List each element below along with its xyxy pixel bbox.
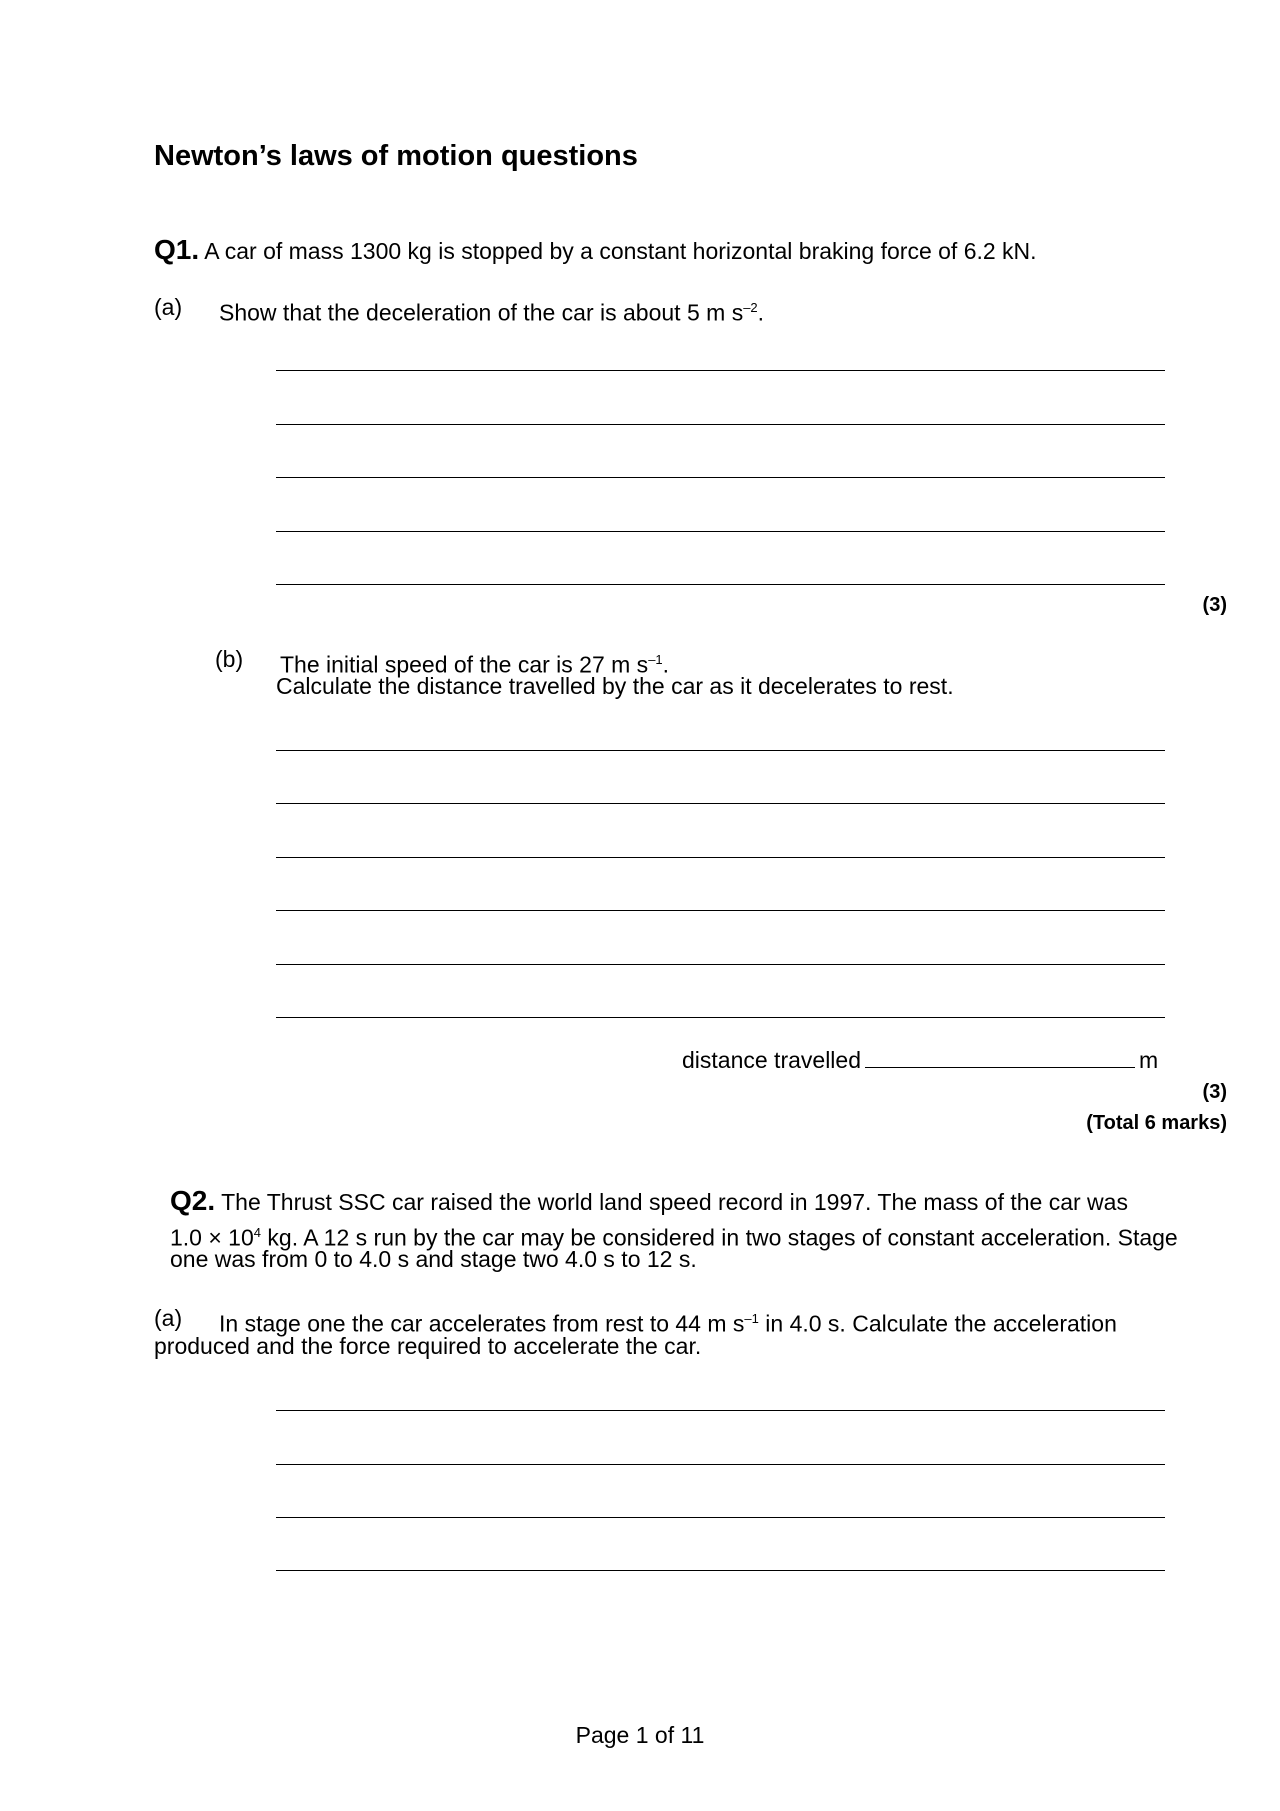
- q1b-answer-line[interactable]: [276, 964, 1165, 965]
- distance-travelled-label: distance travelled: [682, 1047, 861, 1073]
- q2a-line2: produced and the force required to accelerate the car.: [154, 1333, 702, 1359]
- q1b-superscript: –1: [648, 652, 663, 667]
- q1b-text-end: .: [662, 651, 670, 678]
- q1b-answer-line[interactable]: [276, 857, 1165, 858]
- q1a-label: (a): [154, 294, 183, 320]
- q1a-answer-line[interactable]: [276, 531, 1165, 532]
- q1b-answer-line[interactable]: [276, 1017, 1165, 1018]
- q1b-answer-row: [682, 1047, 1158, 1074]
- q2a-answer-line[interactable]: [276, 1517, 1165, 1518]
- q1a-text: Show that the deceleration of the car is about 5 m s: [219, 299, 744, 326]
- distance-unit: m: [1139, 1047, 1159, 1073]
- q1a-marks: (3): [1202, 594, 1227, 616]
- q2a-label: (a): [154, 1305, 183, 1331]
- q2-line2-text-end: kg. A 12 s run by the car may be considered in two stages of constant acceleration. Stage: [261, 1224, 1178, 1251]
- q2-line1-text: The Thrust SSC car raised the world land speed record in 1997. The mass of the car was: [221, 1189, 1128, 1215]
- q2-line1: [170, 1187, 1128, 1216]
- distance-travelled-blank[interactable]: [865, 1047, 1135, 1068]
- q1a-answer-line[interactable]: [276, 424, 1165, 425]
- q2a-answer-line[interactable]: [276, 1570, 1165, 1571]
- page-footer: [0, 1722, 1280, 1749]
- q1a-answer-line[interactable]: [276, 370, 1165, 371]
- q2a-superscript: –1: [744, 1311, 759, 1326]
- q1a-answer-line[interactable]: [276, 477, 1165, 478]
- q1-number: Q1.: [154, 234, 200, 265]
- q1-total-marks: (Total 6 marks): [1086, 1112, 1227, 1134]
- q2-line2-superscript: 4: [253, 1225, 262, 1240]
- q2a-answer-line[interactable]: [276, 1410, 1165, 1411]
- q1a-superscript: –2: [743, 300, 758, 315]
- page-title: Newton’s laws of motion questions: [154, 140, 638, 172]
- q1-stem-text: A car of mass 1300 kg is stopped by a constant horizontal braking force of 6.2 kN.: [204, 238, 1037, 264]
- q1b-answer-line[interactable]: [276, 803, 1165, 804]
- q2a-text-end: in 4.0 s. Calculate the acceleration: [758, 1310, 1117, 1337]
- q2-line2-text: 1.0 × 10: [170, 1224, 254, 1251]
- of-word: of: [654, 1722, 675, 1748]
- q1a-answer-line[interactable]: [276, 584, 1165, 585]
- q1a-text-end: .: [757, 299, 765, 326]
- q1a-prompt: [219, 294, 764, 327]
- q1b-label: (b): [215, 646, 244, 672]
- q2a-answer-line[interactable]: [276, 1464, 1165, 1465]
- q2a-text: In stage one the car accelerates from rest to 44 m s: [219, 1310, 745, 1337]
- q2-line3: one was from 0 to 4.0 s and stage two 4.0 s to 12 s.: [170, 1246, 697, 1272]
- q1b-marks: (3): [1202, 1081, 1227, 1103]
- q1b-answer-line[interactable]: [276, 910, 1165, 911]
- q2-number: Q2.: [170, 1185, 216, 1216]
- page-word: Page: [575, 1722, 630, 1748]
- page-total: 11: [680, 1722, 705, 1748]
- page-current: 1: [635, 1722, 649, 1748]
- q1b-text: The initial speed of the car is 27 m s: [280, 651, 649, 678]
- q1b-line2: Calculate the distance travelled by the car as it decelerates to rest.: [276, 673, 954, 699]
- q1-stem: [154, 236, 1037, 265]
- q1b-answer-line[interactable]: [276, 750, 1165, 751]
